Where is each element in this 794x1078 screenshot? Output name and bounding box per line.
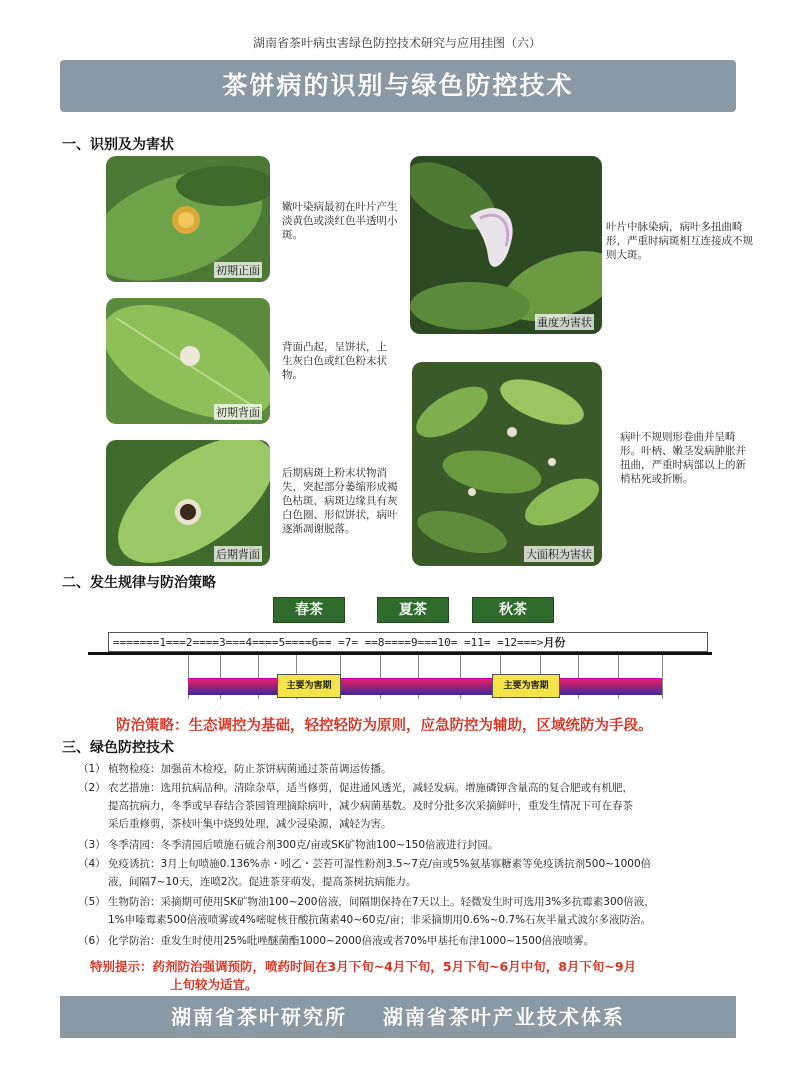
season-autumn: 秋茶 xyxy=(472,597,554,623)
photo-caption: 初期背面 xyxy=(216,406,260,419)
item-text: 采后重修剪，茶枝叶集中烧毁处理，减少浸染源，减轻为害。 xyxy=(108,818,392,830)
item-number: （4） xyxy=(78,858,106,870)
photo-early-back xyxy=(106,298,270,424)
peak-period-label-1: 主要为害期 xyxy=(277,674,341,698)
control-item-6 xyxy=(78,932,758,950)
photo-large-area-damage xyxy=(412,362,602,566)
item-number: （6） xyxy=(78,935,106,947)
page-title: 茶饼病的识别与绿色防控技术 xyxy=(60,60,736,112)
item-text: 农艺措施：选用抗病品种。清除杂草，适当修剪，促进通风透光，减轻发病。增施磷钾含量高的复合肥或有机肥， xyxy=(108,782,633,794)
special-note xyxy=(90,958,750,994)
leaf-photo-large-area xyxy=(412,362,602,566)
photo-description: 病叶不规则形卷曲并呈畸形。叶柄、嫩茎发病肿胀并扭曲，严重时病部以上的新梢枯死或折断。 xyxy=(620,431,746,485)
peak-period-label-2: 主要为害期 xyxy=(492,674,560,698)
item-text: 免疫诱抗：3月上旬喷施0.136%赤・吲乙・芸苔可湿性粉剂3.5~7克/亩或5%氨基寡糖素等免疫诱抗剂500~1000倍 xyxy=(108,858,652,870)
month-tick xyxy=(662,655,663,699)
control-item-1 xyxy=(78,760,758,778)
photo-description: 嫩叶染病最初在叶片产生淡黄色或淡红色半透明小斑。 xyxy=(282,201,398,241)
season-spring: 春茶 xyxy=(273,597,345,623)
occurrence-bar xyxy=(188,678,662,695)
photo-caption: 大面积为害状 xyxy=(526,548,592,561)
item-text: 提高抗病力，冬季或早春结合茶园管理摘除病叶，减少病菌基数。及时分批多次采摘鲜叶，重发生情况下可在春茶 xyxy=(108,800,633,812)
item-text: 化学防治：重发生时使用25%吡唑醚菌酯1000~2000倍液或者70%甲基托布津1000~1500倍液喷雾。 xyxy=(108,935,595,947)
special-note-line: 特别提示：药剂防治强调预防，喷药时间在3月下旬~4月下旬，5月下旬~6月中旬，8月下旬~9月 xyxy=(90,959,637,974)
special-note-line: 上旬较为适宜。 xyxy=(170,977,258,992)
control-strategy: 防治策略：生态调控为基础，轻控轻防为原则，应急防控为辅助，区域统防为手段。 xyxy=(116,718,653,734)
control-item-5 xyxy=(78,893,758,929)
item-number: （1） xyxy=(78,763,106,775)
item-number: （5） xyxy=(78,896,106,908)
item-number: （3） xyxy=(78,839,106,851)
photo-early-front xyxy=(106,156,270,282)
item-text: 生物防治：采摘期可使用SK矿物油100~200倍液，间隔期保持在7天以上。轻微发生时可选用3%多抗霉素300倍液， xyxy=(108,896,655,908)
month-timeline xyxy=(108,632,708,652)
page-subtitle: 湖南省茶叶病虫害绿色防控技术研究与应用挂图（六） xyxy=(252,36,541,50)
photo-description: 叶片中脉染病，病叶多扭曲畸形，严重时病斑相互连接成不规则大斑。 xyxy=(606,221,753,261)
item-number: （2） xyxy=(78,782,106,794)
control-item-2 xyxy=(78,779,758,833)
section-heading-occurrence: 二、发生规律与防治策略 xyxy=(62,575,216,591)
item-text: 植物检疫：加强苗木检疫，防止茶饼病菌通过茶苗调运传播。 xyxy=(108,763,392,775)
section-heading-identification: 一、识别及为害状 xyxy=(62,137,174,153)
photo-caption: 初期正面 xyxy=(216,264,260,277)
leaf-photo-severe xyxy=(410,156,602,334)
control-item-3 xyxy=(78,836,758,854)
item-text: 液，间隔7~10天，连喷2次。促进茶芽萌发，提高茶树抗病能力。 xyxy=(108,876,417,888)
item-text: 冬季清园：冬季清园后喷施石硫合剂300克/亩或SK矿物油100~150倍液进行封园。 xyxy=(108,839,499,851)
photo-caption: 后期背面 xyxy=(216,548,260,561)
photo-description: 后期病斑上粉末状物消失，突起部分萎缩形成褐色枯斑，病斑边缘具有灰白色圈、形似饼状，病叶逐渐凋谢脱落。 xyxy=(282,467,398,535)
section-heading-green-control: 三、绿色防控技术 xyxy=(62,740,174,756)
photo-late-back xyxy=(106,440,270,566)
photo-caption: 重度为害状 xyxy=(537,316,592,329)
timeline-months: =======1===2====3===4====5====6== =7= ==8====9===10= =11= =12===> xyxy=(113,636,544,649)
footer-organizations: 湖南省茶叶研究所 湖南省茶叶产业技术体系 xyxy=(60,996,736,1038)
season-summer: 夏茶 xyxy=(377,597,449,623)
photo-description: 背面凸起，呈饼状，上生灰白色或红色粉末状物。 xyxy=(282,341,387,381)
control-item-4 xyxy=(78,855,758,891)
timeline-unit: 月份 xyxy=(543,636,566,649)
item-text: 1%申嗪霉素500倍液喷雾或4%嘧啶核苷酸抗菌素40~60克/亩；非采摘期用0.6%~0.7%石灰半量式波尔多液防治。 xyxy=(108,914,652,926)
photo-severe-damage xyxy=(410,156,602,334)
